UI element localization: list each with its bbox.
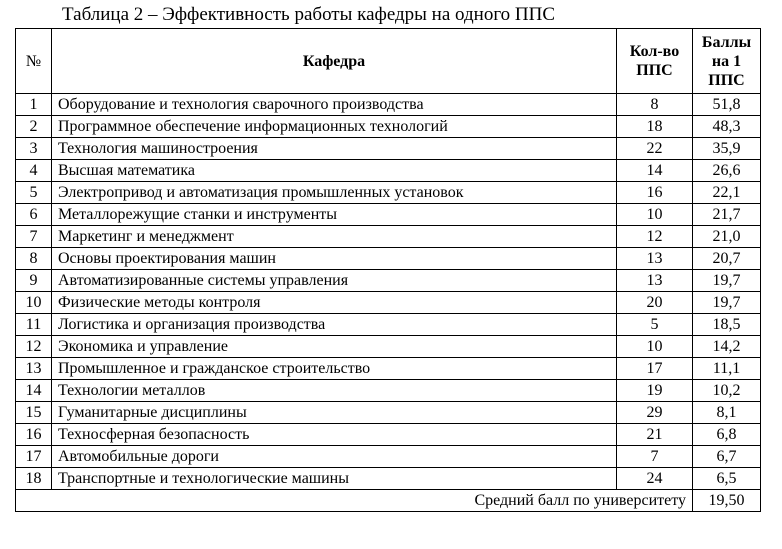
- row-number: 14: [16, 380, 52, 402]
- row-number: 17: [16, 446, 52, 468]
- department-name: Логистика и организация производства: [52, 314, 617, 336]
- department-name: Автомобильные дороги: [52, 446, 617, 468]
- staff-count: 13: [617, 270, 693, 292]
- row-number: 8: [16, 248, 52, 270]
- table-row: [16, 160, 761, 182]
- score-per-staff: 21,0: [693, 226, 761, 248]
- department-name: Автоматизированные системы управления: [52, 270, 617, 292]
- row-number: 2: [16, 116, 52, 138]
- staff-count: 18: [617, 116, 693, 138]
- table-row: [16, 116, 761, 138]
- score-per-staff: 21,7: [693, 204, 761, 226]
- average-value: 19,50: [693, 490, 761, 512]
- staff-count: 17: [617, 358, 693, 380]
- score-per-staff: 6,5: [693, 468, 761, 490]
- staff-count: 10: [617, 204, 693, 226]
- table-body: [16, 94, 761, 490]
- table-row: [16, 380, 761, 402]
- department-name: Промышленное и гражданское строительство: [52, 358, 617, 380]
- table-row: [16, 358, 761, 380]
- department-name: Технологии металлов: [52, 380, 617, 402]
- table-row: [16, 424, 761, 446]
- staff-count: 5: [617, 314, 693, 336]
- row-number: 11: [16, 314, 52, 336]
- department-name: Гуманитарные дисциплины: [52, 402, 617, 424]
- row-number: 6: [16, 204, 52, 226]
- department-name: Физические методы контроля: [52, 292, 617, 314]
- staff-count: 14: [617, 160, 693, 182]
- score-per-staff: 11,1: [693, 358, 761, 380]
- table-row: [16, 468, 761, 490]
- department-name: Технология машиностроения: [52, 138, 617, 160]
- staff-count: 20: [617, 292, 693, 314]
- table-header-row: [16, 29, 761, 94]
- staff-count: 8: [617, 94, 693, 116]
- table-row: [16, 138, 761, 160]
- staff-count: 12: [617, 226, 693, 248]
- score-per-staff: 18,5: [693, 314, 761, 336]
- row-number: 7: [16, 226, 52, 248]
- department-name: Металлорежущие станки и инструменты: [52, 204, 617, 226]
- score-per-staff: 6,8: [693, 424, 761, 446]
- table-footer-row: [16, 490, 761, 512]
- row-number: 9: [16, 270, 52, 292]
- table-row: [16, 204, 761, 226]
- score-per-staff: 51,8: [693, 94, 761, 116]
- row-number: 16: [16, 424, 52, 446]
- department-name: Экономика и управление: [52, 336, 617, 358]
- row-number: 5: [16, 182, 52, 204]
- header-department: Кафедра: [52, 29, 617, 94]
- department-name: Электропривод и автоматизация промышленных установок: [52, 182, 617, 204]
- header-score: Баллы на 1 ППС: [693, 29, 761, 94]
- staff-count: 7: [617, 446, 693, 468]
- efficiency-table: [15, 28, 761, 512]
- score-per-staff: 48,3: [693, 116, 761, 138]
- department-name: Высшая математика: [52, 160, 617, 182]
- table-caption: Таблица 2 – Эффективность работы кафедры на одного ППС: [62, 4, 556, 25]
- table-row: [16, 182, 761, 204]
- score-per-staff: 19,7: [693, 292, 761, 314]
- table-row: [16, 446, 761, 468]
- score-per-staff: 22,1: [693, 182, 761, 204]
- table-row: [16, 402, 761, 424]
- department-name: Техносферная безопасность: [52, 424, 617, 446]
- score-per-staff: 8,1: [693, 402, 761, 424]
- department-name: Оборудование и технология сварочного производства: [52, 94, 617, 116]
- table-row: [16, 292, 761, 314]
- score-per-staff: 35,9: [693, 138, 761, 160]
- department-name: Программное обеспечение информационных технологий: [52, 116, 617, 138]
- row-number: 13: [16, 358, 52, 380]
- staff-count: 24: [617, 468, 693, 490]
- staff-count: 13: [617, 248, 693, 270]
- staff-count: 22: [617, 138, 693, 160]
- score-per-staff: 19,7: [693, 270, 761, 292]
- row-number: 3: [16, 138, 52, 160]
- header-number: №: [16, 29, 52, 94]
- row-number: 18: [16, 468, 52, 490]
- row-number: 15: [16, 402, 52, 424]
- table-row: [16, 248, 761, 270]
- staff-count: 21: [617, 424, 693, 446]
- table-row: [16, 314, 761, 336]
- row-number: 4: [16, 160, 52, 182]
- header-count: Кол-во ППС: [617, 29, 693, 94]
- score-per-staff: 20,7: [693, 248, 761, 270]
- table-row: [16, 226, 761, 248]
- table-row: [16, 336, 761, 358]
- score-per-staff: 6,7: [693, 446, 761, 468]
- score-per-staff: 14,2: [693, 336, 761, 358]
- department-name: Основы проектирования машин: [52, 248, 617, 270]
- row-number: 1: [16, 94, 52, 116]
- score-per-staff: 26,6: [693, 160, 761, 182]
- row-number: 12: [16, 336, 52, 358]
- table-row: [16, 270, 761, 292]
- table-row: [16, 94, 761, 116]
- department-name: Маркетинг и менеджмент: [52, 226, 617, 248]
- row-number: 10: [16, 292, 52, 314]
- average-label: Средний балл по университету: [16, 490, 693, 512]
- staff-count: 19: [617, 380, 693, 402]
- score-per-staff: 10,2: [693, 380, 761, 402]
- staff-count: 16: [617, 182, 693, 204]
- staff-count: 29: [617, 402, 693, 424]
- department-name: Транспортные и технологические машины: [52, 468, 617, 490]
- staff-count: 10: [617, 336, 693, 358]
